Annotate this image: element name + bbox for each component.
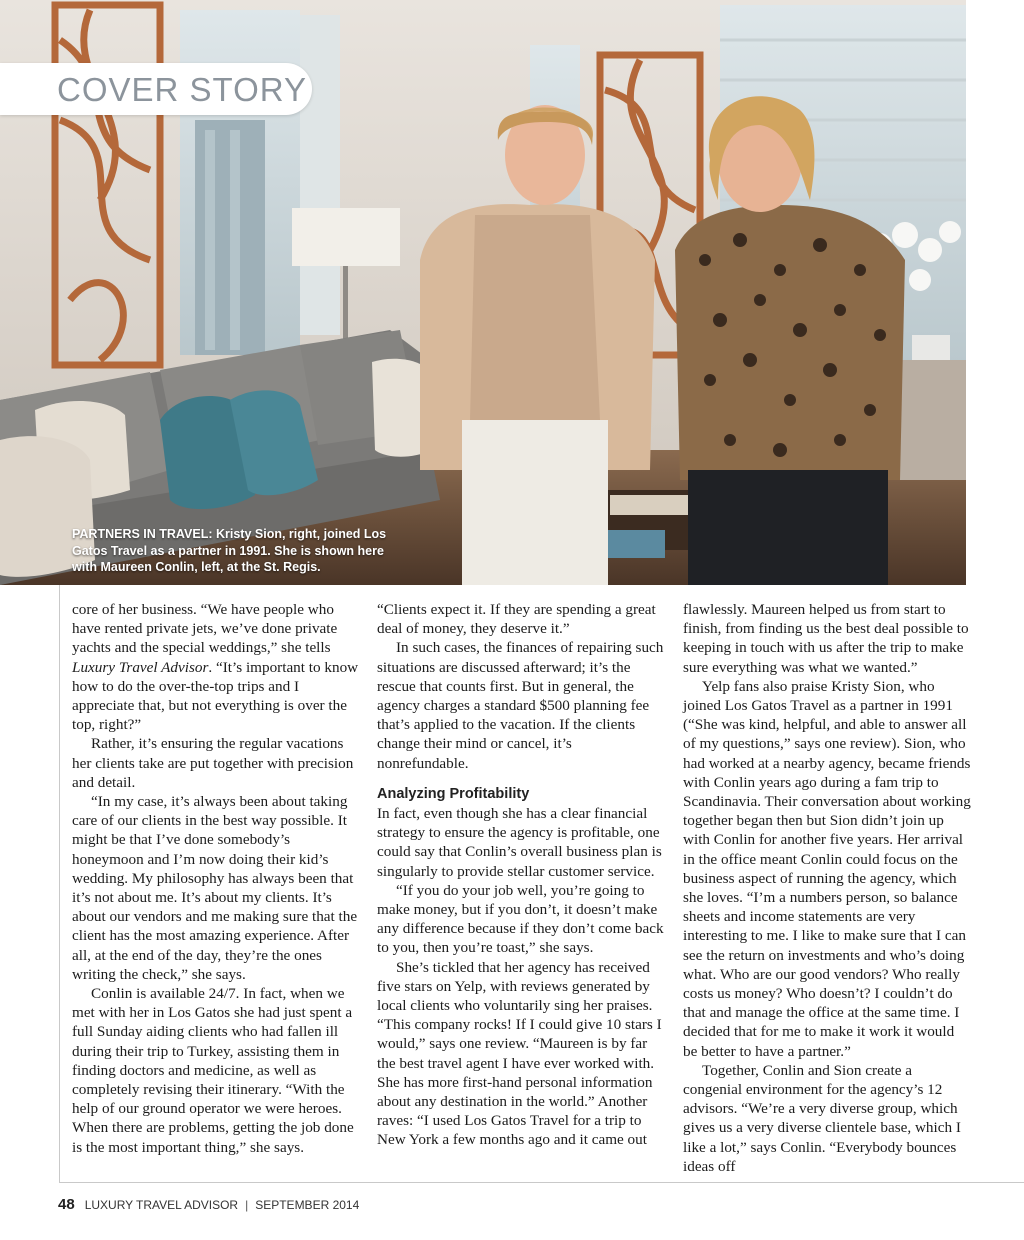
text-column-2 xyxy=(377,600,665,1150)
paragraph xyxy=(72,984,360,1157)
publication-name: LUXURY TRAVEL ADVISOR xyxy=(84,1198,239,1212)
paragraph xyxy=(377,638,665,772)
paragraph-text: “In my case, it’s always been about taking care of our clients in the best way possible. It might be that I’ve done somebody’s honeymoon and I’m now doing their kid’s wedding. My philosophy has always been that it’s not about me. It’s about my clients. It’s about our vendors and me making sure that the client has the most amazing experience. After all, at the end of the day, they’re the ones writing the check,” she says. xyxy=(72,793,358,983)
footer-rule xyxy=(59,1182,1024,1183)
paragraph xyxy=(683,677,971,1061)
footer-separator: | xyxy=(245,1198,249,1212)
paragraph-text: flawlessly. Maureen helped us from start to finish, from finding us the best deal possible to keeping in touch with us after the trip to make sure everything was what we wanted.” xyxy=(683,601,969,676)
paragraph xyxy=(377,600,665,638)
page-footer xyxy=(58,1196,359,1213)
paragraph xyxy=(377,958,665,1150)
paragraph xyxy=(72,600,360,734)
issue-date: SEPTEMBER 2014 xyxy=(255,1198,360,1212)
paragraph xyxy=(72,734,360,792)
paragraph xyxy=(683,1061,971,1176)
cover-photo xyxy=(0,0,966,585)
text-column-1 xyxy=(72,600,360,1157)
paragraph-text: She’s tickled that her agency has received five stars on Yelp, with reviews generated by local clients who voluntarily sing her praises. “This company rocks! If I could give 10 stars I would,” says one review. “Maureen is by far the best travel agent I have ever worked with. She has more first-hand personal information about any destination in the world.” Another raves: “I used Los Gatos Travel for a trip to New York a few months ago and it came out xyxy=(377,958,662,1149)
paragraph xyxy=(377,881,665,958)
column-1-body xyxy=(72,600,360,1157)
paragraph-text: Conlin is available 24/7. In fact, when we met with her in Los Gatos she had just spent a full Sunday aiding clients who had fallen ill during their trip to Turkey, assisting them in finding doctors and medicine, as well as completely revising their itinerary. “With the help of our ground operator we were heroes. When there are problems, getting the job done is the most important thing,” she says. xyxy=(72,985,354,1156)
paragraph-text: Yelp fans also praise Kristy Sion, who joined Los Gatos Travel as a partner in 1991 (“She was kind, helpful, and able to answer all of my questions,” says one review). Sion, who had worked at a nearby agency, became friends with Conlin years ago during a fam trip to Scandinavia. Their conversation about working together began then but Sion didn’t join up with Conlin for another five years. Her arrival in the office meant Conlin could focus on the business aspect of running the agency, which she loves. “I’m a numbers person, so balance sheets and income statements are very interesting to me. I like to make sure that I can see the return on investments and who’s doing what. Who are our good vendors? Who really costs us money? Who doesn’t? I couldn’t do that and manage the office at the same time. I decided that for me to make it work it would be better to have a partner.” xyxy=(683,677,971,1060)
paragraph-text: . “It’s important to know how to do the over-the-top trips and I appreciate that, but not everything is over the top, right?” xyxy=(72,658,359,734)
text-column-3 xyxy=(683,600,971,1176)
paragraph-text: In fact, even though she has a clear financial strategy to ensure the agency is profitable, one could say that Conlin’s overall business plan is singularly to provide stellar customer service. xyxy=(377,805,662,880)
paragraph xyxy=(377,804,665,881)
section-tab xyxy=(0,63,312,115)
page-number: 48 xyxy=(58,1196,75,1213)
paragraph-text: “If you do your job well, you’re going to make money, but if you don’t, it doesn’t make any difference because if they don’t come back to you, then you’re toast,” she says. xyxy=(377,881,664,957)
paragraph xyxy=(72,792,360,984)
column-3-body xyxy=(683,600,971,1176)
column-2-body xyxy=(377,600,665,773)
left-rule xyxy=(59,585,60,1182)
column-2-body-continued xyxy=(377,804,665,1150)
photo-caption: PARTNERS IN TRAVEL: Kristy Sion, right, joined Los Gatos Travel as a partner in 1991. She is shown here with Maureen Conlin, left, at the St. Regis. xyxy=(72,527,387,574)
paragraph-text: core of her business. “We have people who have rented private jets, we’ve done private yachts and the special weddings,” she tells xyxy=(72,601,338,657)
paragraph xyxy=(683,600,971,677)
publication-title-text: Luxury Travel Advisor xyxy=(72,658,209,676)
paragraph-text: Rather, it’s ensuring the regular vacations her clients take are put together with precision and detail. xyxy=(72,735,354,791)
paragraph-text: Together, Conlin and Sion create a congenial environment for the agency’s 12 advisors. “We’re a very diverse group, which gives us a very diverse clientele base, which I like a lot,” says Conlin. “Everybody bounces ideas off xyxy=(683,1061,961,1175)
subhead-analyzing-profitability: Analyzing Profitability xyxy=(377,785,530,802)
paragraph-text: “Clients expect it. If they are spending a great deal of money, they deserve it.” xyxy=(377,601,656,638)
paragraph-text: In such cases, the finances of repairing such situations are discussed afterward; it’s the rescue that counts first. But in general, the agency charges a standard $500 planning fee that’s applied to the vacation. If the clients change their mind or cancel, it’s nonrefundable. xyxy=(377,639,664,772)
section-tab-label: COVER STORY xyxy=(57,71,308,108)
